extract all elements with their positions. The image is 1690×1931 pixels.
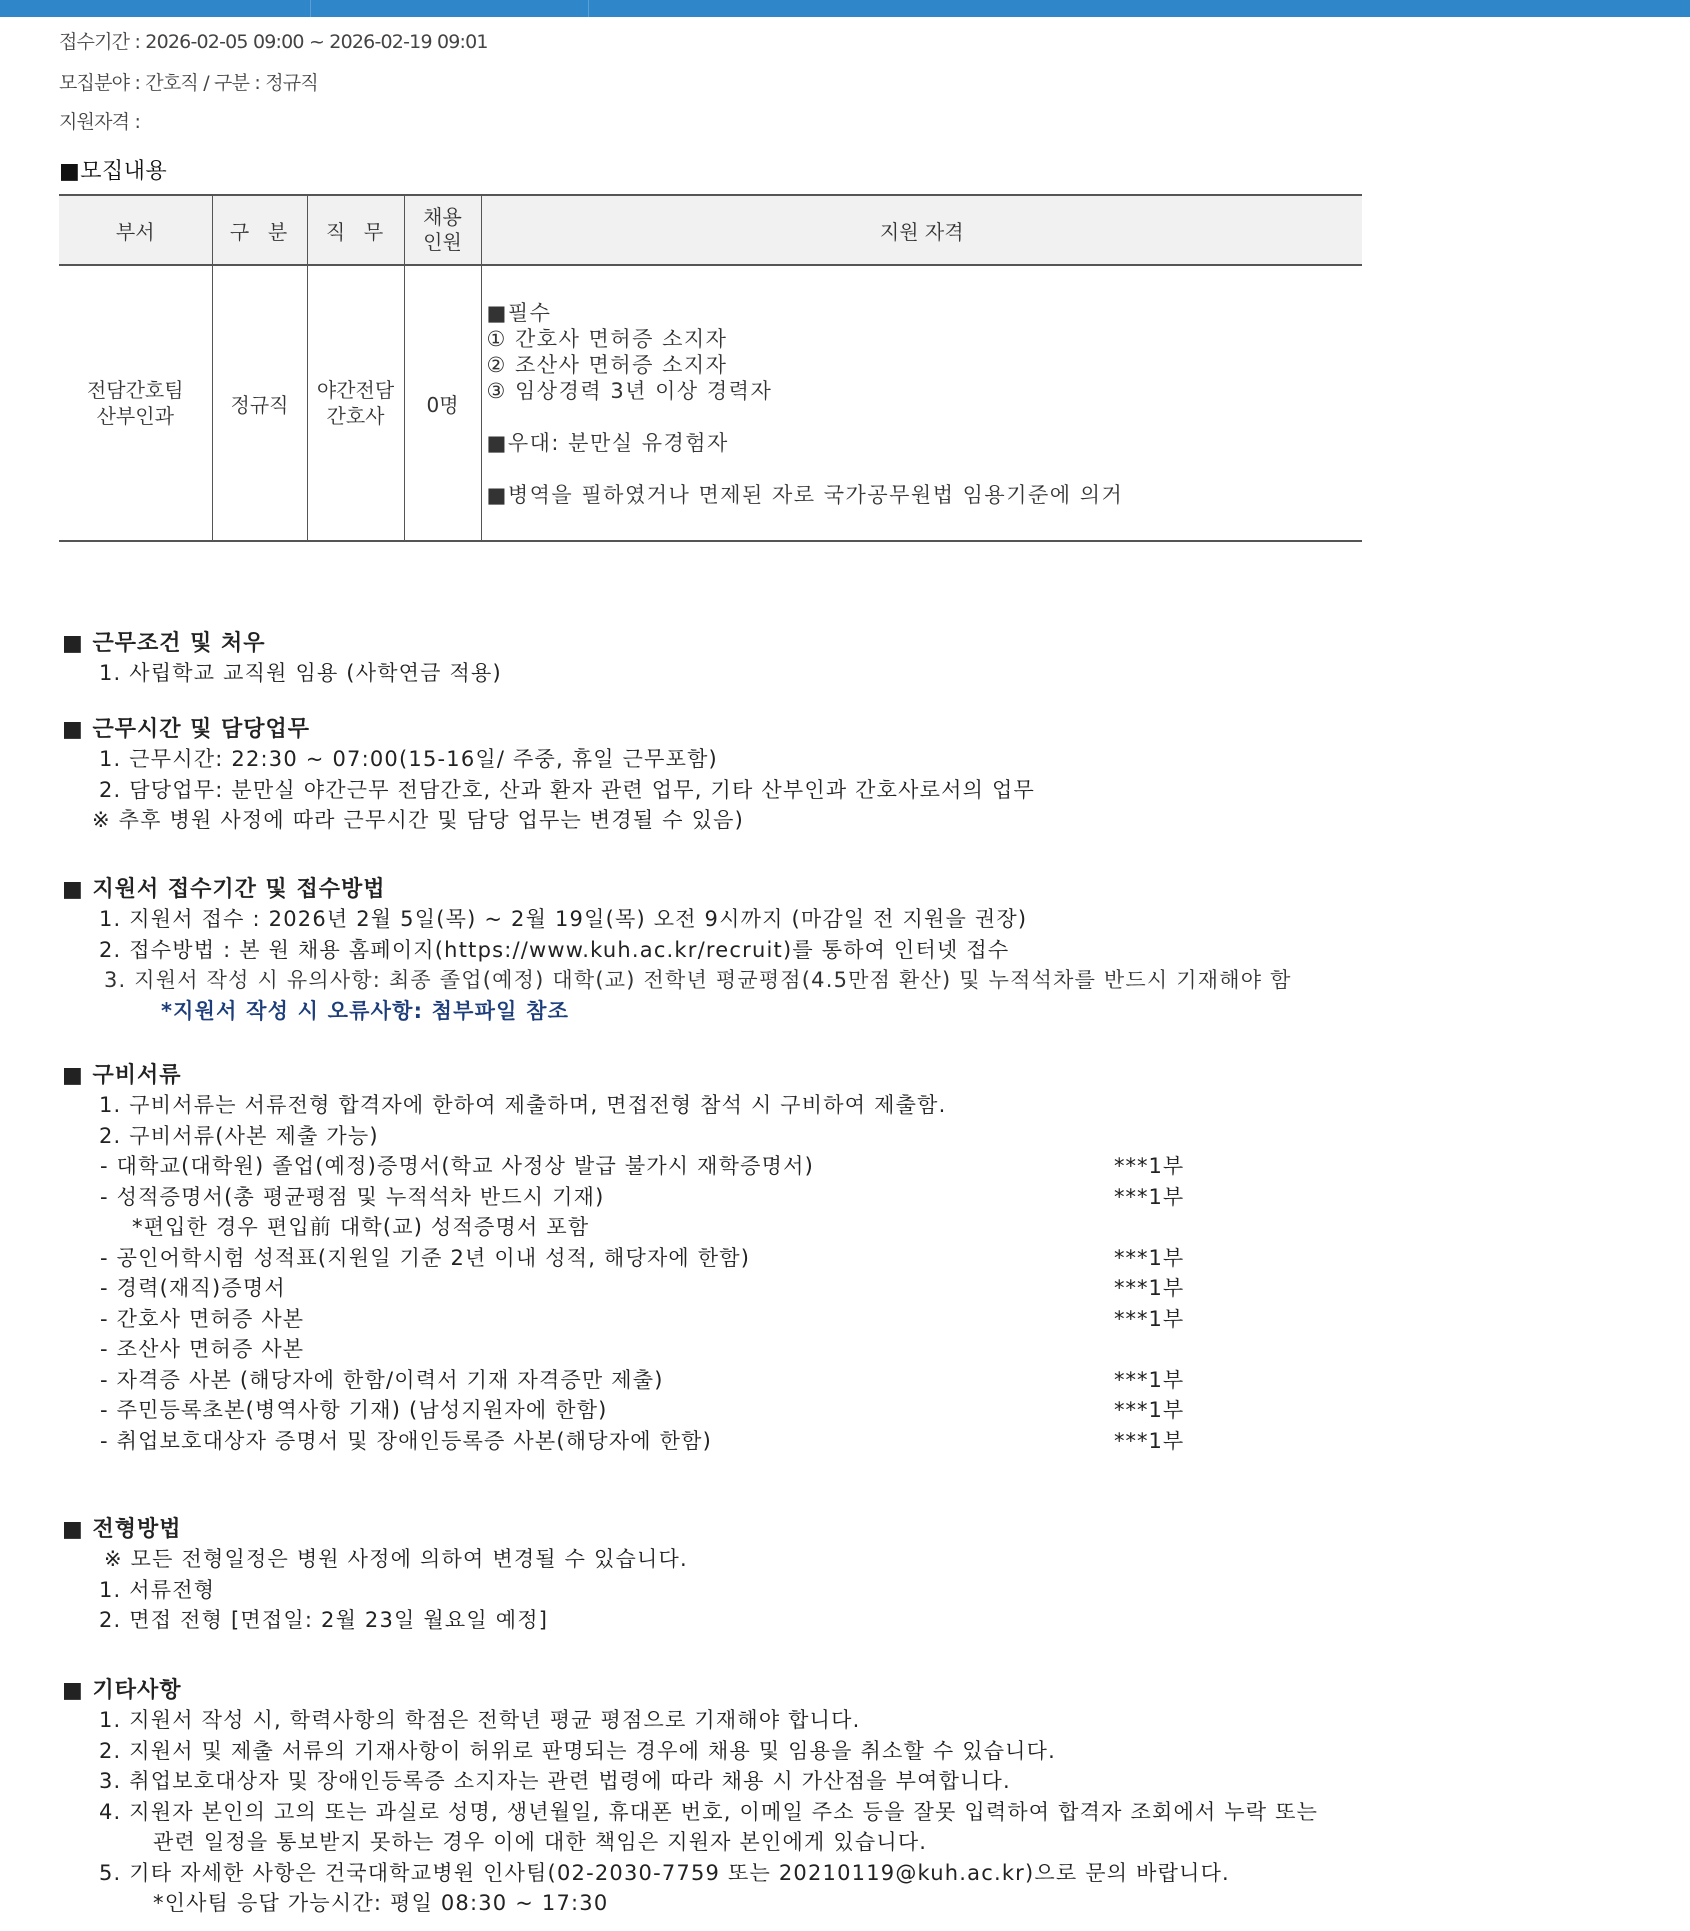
docs-item <box>62 1212 946 1243</box>
docs-item-count: ***1부 <box>1114 1428 1185 1453</box>
qual-line: ■병역을 필하였거나 면제된 자로 국가공무원법 임용기준에 의거 <box>486 483 1124 507</box>
top-bar <box>0 0 1690 17</box>
apply-line: 1. 지원서 접수 : 2026년 2월 5일(목) ~ 2월 19일(목) 오전 9시까지 (마감일 전 지원을 권장) <box>99 907 1028 931</box>
docs-item <box>62 1243 1185 1274</box>
col-qual: 지원 자격 <box>481 195 1362 265</box>
col-dept: 부서 <box>59 195 212 265</box>
docs-line: 2. 구비서류(사본 제출 가능) <box>99 1123 379 1148</box>
docs-item-count: ***1부 <box>1114 1367 1185 1392</box>
field-text: 모집분야 : 간호직 / 구분 : 정규직 <box>59 72 318 94</box>
docs-item-text: - 조산사 면허증 사본 <box>100 1337 305 1361</box>
col-count: 채용 인원 <box>404 195 481 265</box>
docs-section <box>62 1058 1185 1456</box>
docs-item <box>62 1273 1185 1304</box>
cell-count: 0명 <box>404 265 481 541</box>
docs-item-count: ***1부 <box>1114 1245 1185 1270</box>
docs-item-text: - 대학교(대학원) 졸업(예정)증명서(학교 사정상 발급 불가시 재학증명서) <box>100 1154 814 1178</box>
docs-item-text: - 경력(재직)증명서 <box>100 1276 286 1300</box>
docs-item <box>62 1182 1185 1213</box>
qualification-text: 지원자격 : <box>59 111 141 133</box>
apply-error-note: *지원서 작성 시 오류사항: 첨부파일 참조 <box>161 998 570 1023</box>
qual-line: ① 간호사 면허증 소지자 <box>486 327 728 351</box>
qual-line: ② 조산사 면허증 소지자 <box>486 353 728 377</box>
cell-dept: 전담간호팀 산부인과 <box>59 265 212 541</box>
section-title: ■ 기타사항 <box>62 1678 182 1703</box>
hours-section <box>62 712 1035 836</box>
qual-gap <box>487 404 1363 430</box>
docs-item <box>62 1426 1185 1457</box>
etc-hours-note: *인사팀 응답 가능시간: 평일 08:30 ~ 17:30 <box>153 1891 609 1915</box>
docs-item-text: - 주민등록초본(병역사항 기재) (남성지원자에 한함) <box>100 1398 608 1422</box>
selection-note: ※ 모든 전형일정은 병원 사정에 의하여 변경될 수 있습니다. <box>104 1547 688 1571</box>
selection-line: 2. 면접 전형 [면접일: 2월 23일 월요일 예정] <box>99 1608 549 1632</box>
period-text: 접수기간 : 2026-02-05 09:00 ~ 2026-02-19 09:01 <box>59 31 488 53</box>
col-type: 구 분 <box>212 195 307 265</box>
conditions-line: 1. 사립학교 교직원 임용 (사학연금 적용) <box>99 661 502 685</box>
apply-line: 3. 지원서 작성 시 유의사항: 최종 졸업(예정) 대학(교) 전학년 평균평점(4.5만점 환산) 및 누적석차를 반드시 기재해야 함 <box>104 968 1292 992</box>
docs-line: 1. 구비서류는 서류전형 합격자에 한하여 제출하며, 면접전형 참석 시 구비하여 제출함. <box>99 1093 947 1117</box>
hours-line: 1. 근무시간: 22:30 ~ 07:00(15-16일/ 주중, 휴일 근무포함) <box>99 747 718 771</box>
docs-item <box>62 1334 946 1365</box>
docs-item-count: ***1부 <box>1114 1154 1185 1178</box>
hours-note: ※ 추후 병원 사정에 따라 근무시간 및 담당 업무는 변경될 수 있음) <box>92 808 744 832</box>
selection-section <box>62 1512 688 1636</box>
docs-item-count: ***1부 <box>1114 1276 1185 1300</box>
docs-item <box>62 1365 1185 1396</box>
cell-type: 정규직 <box>212 265 307 541</box>
section-title: ■ 근무시간 및 담당업무 <box>62 717 311 742</box>
docs-item-count: ***1부 <box>1114 1306 1185 1331</box>
docs-item-count: ***1부 <box>1114 1184 1185 1209</box>
docs-item-count: ***1부 <box>1114 1398 1185 1422</box>
docs-item-text: - 공인어학시험 성적표(지원일 기준 2년 이내 성적, 해당자에 한함) <box>100 1245 751 1270</box>
docs-item <box>62 1395 1185 1426</box>
section-title: ■ 근무조건 및 처우 <box>62 631 266 656</box>
qual-line: ■우대: 분만실 유경험자 <box>486 431 729 455</box>
cell-job: 야간전담 간호사 <box>307 265 404 541</box>
table-row <box>59 265 1362 541</box>
cell-qual <box>481 265 1362 541</box>
qual-line: ③ 임상경력 3년 이상 경력자 <box>486 379 773 403</box>
top-bar-divider <box>310 0 311 17</box>
docs-item-text: - 간호사 면허증 사본 <box>100 1306 305 1331</box>
recruit-title: ■모집내용 <box>59 159 168 184</box>
qual-gap <box>487 456 1363 482</box>
recruit-table <box>59 194 1362 542</box>
apply-section <box>62 872 1292 1026</box>
table-header-row <box>59 195 1362 265</box>
section-title: ■ 지원서 접수기간 및 접수방법 <box>62 877 386 902</box>
etc-line: 3. 취업보호대상자 및 장애인등록증 소지자는 관련 법령에 따라 채용 시 가산점을 부여합니다. <box>99 1769 1011 1793</box>
etc-section <box>62 1673 1318 1919</box>
docs-item-text: - 성적증명서(총 평균평점 및 누적석차 반드시 기재) <box>100 1184 605 1209</box>
section-title: ■ 전형방법 <box>62 1517 182 1542</box>
col-job: 직 무 <box>307 195 404 265</box>
selection-line: 1. 서류전형 <box>99 1577 216 1602</box>
docs-item <box>62 1151 1185 1182</box>
conditions-section <box>62 626 502 689</box>
etc-line: 4. 지원자 본인의 고의 또는 과실로 성명, 생년월일, 휴대폰 번호, 이메일 주소 등을 잘못 입력하여 합격자 조회에서 누락 또는 <box>99 1799 1319 1824</box>
etc-line: 5. 기타 자세한 사항은 건국대학교병원 인사팀(02-2030-7759 또는 20210119@kuh.ac.kr)으로 문의 바랍니다. <box>99 1860 1230 1885</box>
docs-item <box>62 1304 1185 1335</box>
etc-line: 1. 지원서 작성 시, 학력사항의 학점은 전학년 평균 평점으로 기재해야 합니다. <box>99 1708 861 1732</box>
top-bar-divider <box>588 0 589 17</box>
etc-line: 2. 지원서 및 제출 서류의 기재사항이 허위로 판명되는 경우에 채용 및 임용을 취소할 수 있습니다. <box>99 1738 1057 1763</box>
etc-line-cont: 관련 일정을 통보받지 못하는 경우 이에 대한 책임은 지원자 본인에게 있습니다. <box>153 1830 928 1854</box>
section-title: ■ 구비서류 <box>62 1063 182 1088</box>
qual-line: ■필수 <box>486 301 552 325</box>
hours-line: 2. 담당업무: 분만실 야간근무 전담간호, 산과 환자 관련 업무, 기타 산부인과 간호사로서의 업무 <box>99 777 1035 802</box>
apply-line: 2. 접수방법 : 본 원 채용 홈페이지(https://www.kuh.ac.kr/recruit)를 통하여 인터넷 접수 <box>99 937 1010 962</box>
docs-item-text: - 자격증 사본 (해당자에 한함/이력서 기재 자격증만 제출) <box>100 1367 664 1392</box>
docs-item-text: *편입한 경우 편입前 대학(교) 성적증명서 포함 <box>132 1215 590 1239</box>
docs-item-text: - 취업보호대상자 증명서 및 장애인등록증 사본(해당자에 한함) <box>100 1428 712 1453</box>
